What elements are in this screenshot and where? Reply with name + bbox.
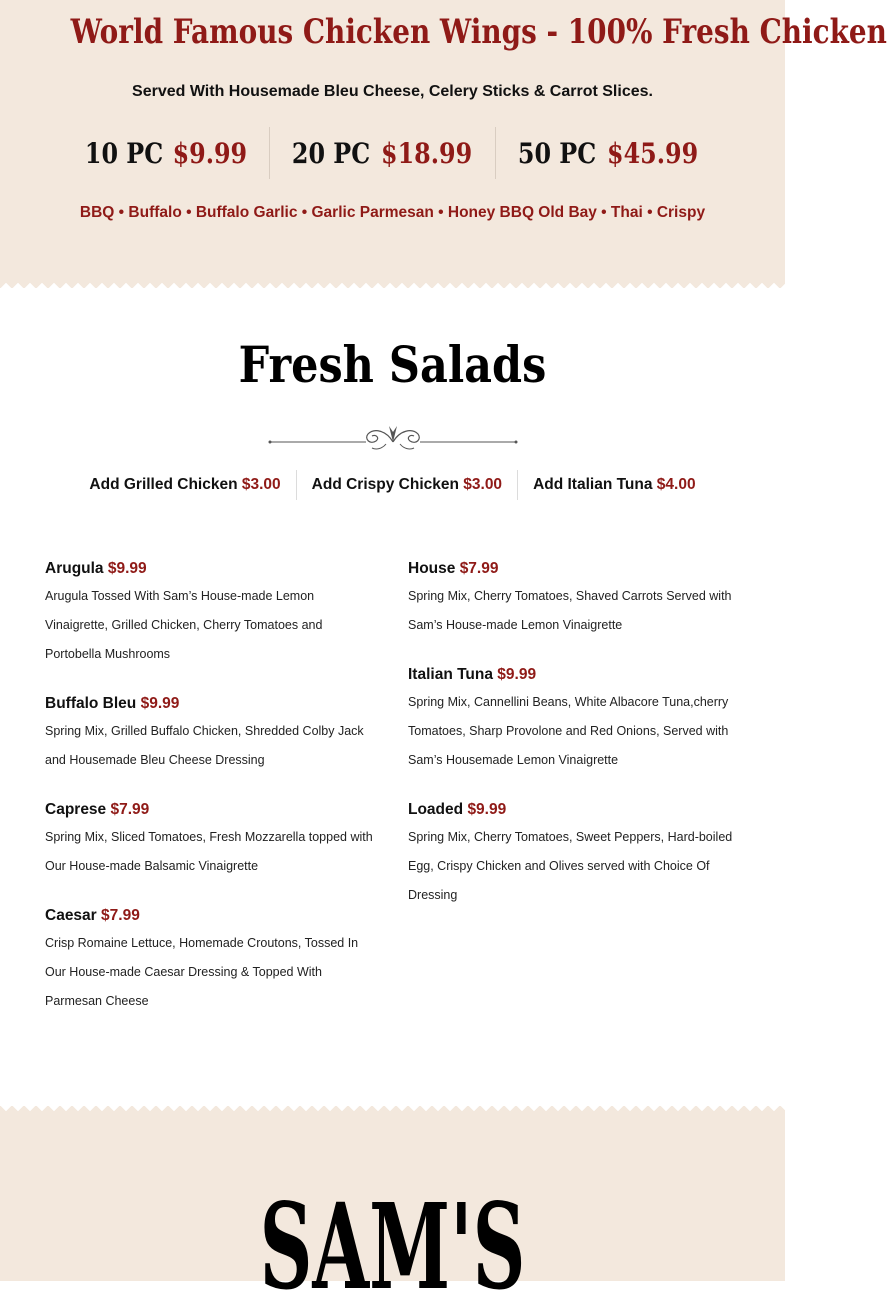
salad-column-right (408, 557, 743, 933)
addon-crispy-chicken (296, 470, 517, 500)
wings-price-20 (269, 127, 495, 179)
wings-price-50 (495, 127, 721, 179)
addon-label: Add Italian Tuna (533, 476, 653, 493)
wings-qty: 10 PC (85, 136, 164, 170)
addon-label: Add Grilled Chicken (89, 476, 238, 493)
addon-price: $4.00 (656, 476, 696, 493)
wings-price: $45.99 (607, 136, 699, 170)
salads-title: Fresh Salads (238, 335, 547, 394)
menu-item-price: $7.99 (459, 560, 499, 577)
menu-item-italian-tuna (408, 663, 743, 775)
menu-item-name: Loaded (408, 801, 464, 818)
wings-section (0, 0, 887, 282)
wings-flavors: BBQ • Buffalo • Buffalo Garlic • Garlic Parmesan • Honey BBQ Old Bay • Thai • Crispy (79, 204, 706, 221)
wings-qty: 50 PC (518, 136, 597, 170)
menu-item-header (408, 663, 743, 687)
menu-item-name: Arugula (45, 560, 104, 577)
sams-logo: SAM'S (259, 1177, 526, 1316)
menu-item-header (408, 798, 743, 822)
salad-column-left (45, 557, 380, 1039)
menu-item-house (408, 557, 743, 640)
wings-subtitle: Served With Housemade Bleu Cheese, Celery Sticks & Carrot Slices. (132, 83, 653, 100)
menu-item-price: $7.99 (101, 907, 140, 924)
menu-item-price: $9.99 (497, 666, 537, 683)
footer-section (0, 1116, 785, 1316)
addon-price: $3.00 (463, 476, 503, 493)
menu-item-name: Buffalo Bleu (45, 695, 137, 712)
menu-item-header (45, 692, 380, 716)
menu-item-header (45, 904, 380, 928)
ornament-divider-icon (268, 420, 518, 454)
zigzag-divider (0, 1106, 785, 1116)
menu-item-header (408, 557, 743, 581)
wings-title: World Famous Chicken Wings - 100% Fresh Chicken (70, 12, 887, 52)
menu-item-name: Italian Tuna (408, 666, 493, 683)
menu-item-description: Spring Mix, Cannellini Beans, White Albacore Tuna,cherry Tomatoes, Sharp Provolone and Red Onions, Served with Sam’s Housemade Lemon Vinaigrette (408, 695, 729, 767)
menu-item-header (45, 557, 380, 581)
menu-item-price: $7.99 (110, 801, 150, 818)
menu-item-caprese (45, 798, 380, 881)
addon-italian-tuna (517, 470, 711, 500)
wings-price: $18.99 (381, 136, 473, 170)
menu-item-header (45, 798, 380, 822)
menu-item-description: Spring Mix, Cherry Tomatoes, Sweet Peppers, Hard-boiled Egg, Crispy Chicken and Olives served with Choice Of Dressing (408, 830, 733, 902)
menu-item-loaded (408, 798, 743, 910)
menu-item-name: House (408, 560, 456, 577)
menu-item-description: Spring Mix, Cherry Tomatoes, Shaved Carrots Served with Sam’s House-made Lemon Vinaigrette (408, 589, 732, 632)
menu-item-arugula (45, 557, 380, 669)
menu-item-price: $9.99 (140, 695, 180, 712)
menu-item-buffalo-bleu (45, 692, 380, 775)
menu-item-description: Spring Mix, Sliced Tomatoes, Fresh Mozzarella topped with Our House-made Balsamic Vinaigrette (45, 830, 373, 873)
salad-addons (0, 470, 785, 500)
menu-item-description: Crisp Romaine Lettuce, Homemade Croutons, Tossed In Our House-made Caesar Dressing & Topped With Parmesan Cheese (45, 936, 359, 1008)
menu-item-caesar (45, 904, 380, 1016)
menu-item-description: Arugula Tossed With Sam’s House-made Lemon Vinaigrette, Grilled Chicken, Cherry Tomatoes and Portobella Mushrooms (45, 589, 323, 661)
menu-item-description: Spring Mix, Grilled Buffalo Chicken, Shredded Colby Jack and Housemade Bleu Cheese Dressing (45, 724, 364, 767)
addon-label: Add Crispy Chicken (311, 476, 459, 493)
zigzag-divider (0, 278, 785, 288)
addon-grilled-chicken (74, 470, 295, 500)
wings-price-10 (63, 127, 269, 179)
menu-item-name: Caprese (45, 801, 107, 818)
wings-price: $9.99 (173, 136, 248, 170)
addon-price: $3.00 (241, 476, 281, 493)
menu-item-price: $9.99 (107, 560, 147, 577)
wings-price-row (0, 127, 785, 179)
menu-item-name: Caesar (45, 907, 97, 924)
wings-qty: 20 PC (292, 136, 371, 170)
menu-item-price: $9.99 (467, 801, 507, 818)
